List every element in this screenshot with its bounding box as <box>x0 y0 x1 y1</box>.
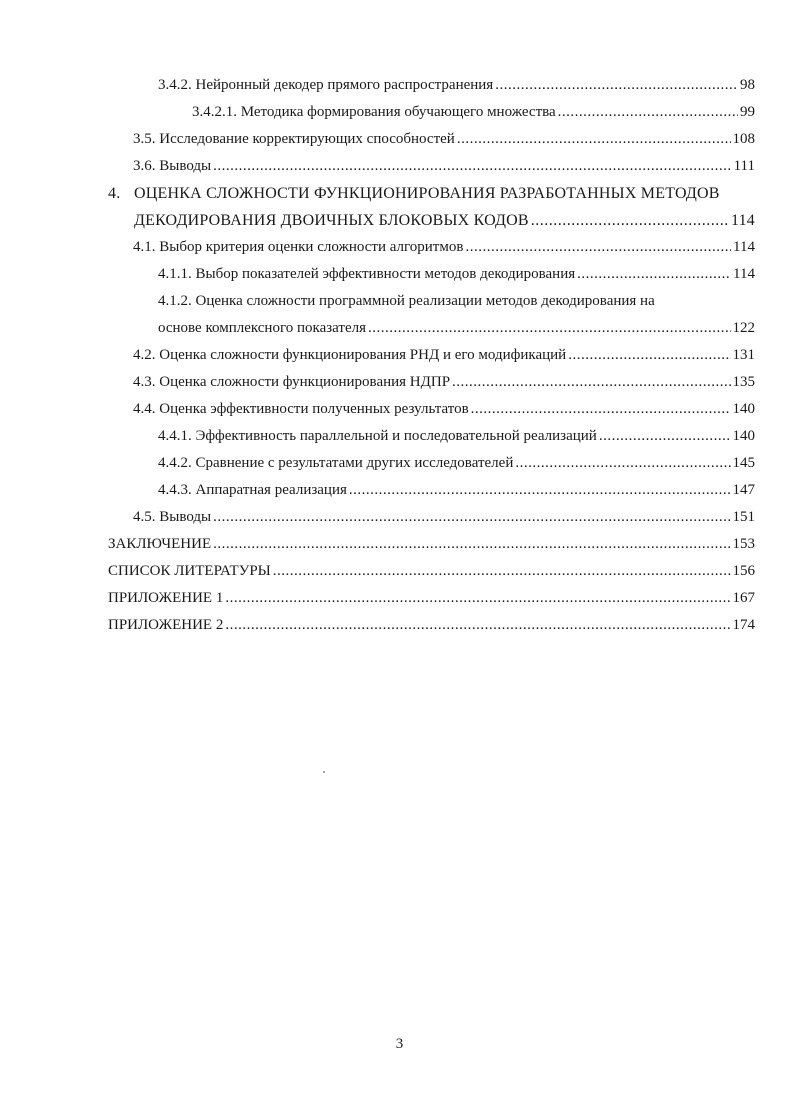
leader-dots <box>577 261 731 288</box>
toc-entry-3-6 <box>0 153 799 180</box>
toc-entry-label: 4.1. Выбор критерия оценки сложности алгоритмов <box>133 239 464 255</box>
toc-entry-label: 3.4.2.1. Методика формирования обучающего множества <box>192 104 556 120</box>
leader-dots <box>465 234 731 261</box>
toc-entry-4-1-1 <box>0 261 799 288</box>
toc-page-number: 122 <box>732 320 755 336</box>
toc-entry-3-4-2-1 <box>0 99 799 126</box>
toc-page-number: 114 <box>733 239 755 255</box>
toc-entry-references <box>0 558 799 585</box>
scan-speck <box>323 771 325 773</box>
toc-entry-label: 3.4.2. Нейронный декодер прямого распространения <box>158 77 494 93</box>
toc-page-number: 153 <box>732 536 755 552</box>
toc-entry-4-4-3 <box>0 477 799 504</box>
toc-entry-4-4-1 <box>0 423 799 450</box>
leader-dots <box>213 531 730 558</box>
toc-entry-label-line1: 4.1.2. Оценка сложности программной реализации методов декодирования на <box>158 293 655 309</box>
toc-entry-4-4-2 <box>0 450 799 477</box>
leader-dots <box>599 423 731 450</box>
toc-entry-4-3 <box>0 369 799 396</box>
toc-page-number: 151 <box>732 509 755 525</box>
toc-entry-3-4-2 <box>0 72 799 99</box>
toc-entry-4-5 <box>0 504 799 531</box>
toc-page-number: 99 <box>740 104 755 120</box>
toc-entry-appendix-2 <box>0 612 799 639</box>
leader-dots <box>452 369 730 396</box>
toc-page-number: 156 <box>732 563 755 579</box>
leader-dots <box>225 612 730 639</box>
toc-page-number: 140 <box>732 401 755 417</box>
toc-entry-label-line2: основе комплексного показателя <box>158 320 367 336</box>
leader-dots <box>558 99 738 126</box>
toc-entry-4-2 <box>0 342 799 369</box>
toc-entry-appendix-1 <box>0 585 799 612</box>
leader-dots <box>471 396 731 423</box>
leader-dots <box>368 315 730 342</box>
page-footer-number: 3 <box>395 1036 404 1052</box>
toc-page-number: 140 <box>732 428 755 444</box>
toc-entry-4-1-2 <box>0 288 799 342</box>
toc-entry-3-5 <box>0 126 799 153</box>
table-of-contents <box>0 72 799 639</box>
toc-entry-label: 4.2. Оценка сложности функционирования РНД и его модификаций <box>133 347 567 363</box>
leader-dots <box>349 477 731 504</box>
toc-entry-conclusion <box>0 531 799 558</box>
toc-page-number: 111 <box>733 158 755 174</box>
toc-page-number: 167 <box>732 590 755 606</box>
toc-entry-4-4 <box>0 396 799 423</box>
toc-entry-label: 4.1.1. Выбор показателей эффективности методов декодирования <box>158 266 576 282</box>
leader-dots <box>225 585 730 612</box>
toc-entry-label: 4.4.1. Эффективность параллельной и последовательной реализаций <box>158 428 597 444</box>
toc-entry-label: ПРИЛОЖЕНИЕ 1 <box>108 590 224 606</box>
leader-dots <box>531 207 729 234</box>
toc-chapter-number: 4. <box>108 185 121 202</box>
toc-page-number: 98 <box>740 77 755 93</box>
toc-entry-label: ПРИЛОЖЕНИЕ 2 <box>108 617 224 633</box>
leader-dots <box>515 450 730 477</box>
leader-dots <box>213 504 730 531</box>
toc-entry-label: 4.4.3. Аппаратная реализация <box>158 482 347 498</box>
leader-dots <box>273 558 731 585</box>
toc-entry-label: 3.5. Исследование корректирующих способностей <box>133 131 455 147</box>
toc-page-number: 114 <box>733 266 755 282</box>
toc-page-number: 147 <box>732 482 755 498</box>
toc-entry-label: 4.4.2. Сравнение с результатами других исследователей <box>158 455 514 471</box>
toc-entry-label: 4.4. Оценка эффективности полученных результатов <box>133 401 469 417</box>
toc-entry-label: 4.5. Выводы <box>133 509 212 525</box>
toc-page-number: 108 <box>732 131 755 147</box>
leader-dots <box>457 126 731 153</box>
toc-entry-label: ЗАКЛЮЧЕНИЕ <box>108 536 212 552</box>
toc-page-number: 145 <box>732 455 755 471</box>
toc-entry-label: 4.3. Оценка сложности функционирования НДПР <box>133 374 451 390</box>
toc-chapter-title-line1: 4. ОЦЕНКА СЛОЖНОСТИ ФУНКЦИОНИРОВАНИЯ РАЗРАБОТАННЫХ МЕТОДОВ <box>108 180 720 207</box>
toc-entry-label: СПИСОК ЛИТЕРАТУРЫ <box>108 563 271 579</box>
toc-entry-4-1 <box>0 234 799 261</box>
toc-page-number: 174 <box>732 617 755 633</box>
toc-entry-chapter-4 <box>0 180 799 234</box>
toc-page-number: 131 <box>732 347 755 363</box>
toc-chapter-title-line2: ДЕКОДИРОВАНИЯ ДВОИЧНЫХ БЛОКОВЫХ КОДОВ <box>134 212 529 229</box>
toc-page-number: 135 <box>732 374 755 390</box>
leader-dots <box>213 153 732 180</box>
toc-page-number: 114 <box>730 212 755 229</box>
toc-entry-label: 3.6. Выводы <box>133 158 212 174</box>
leader-dots <box>568 342 730 369</box>
leader-dots <box>495 72 738 99</box>
